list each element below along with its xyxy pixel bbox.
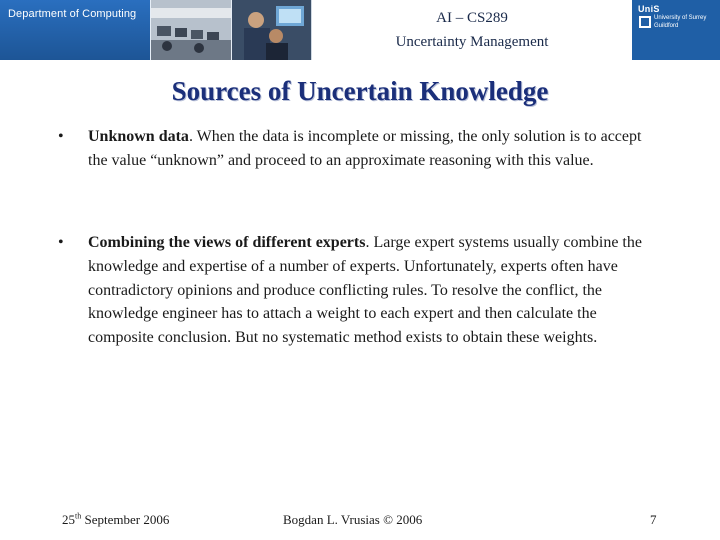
bullet-term: Unknown data xyxy=(88,128,189,145)
footer-date-suffix: th xyxy=(75,511,82,521)
computer-lab-photo-icon xyxy=(151,0,231,60)
course-subject: Uncertainty Management xyxy=(395,34,549,50)
slide-title: Sources of Uncertain Knowledge xyxy=(171,76,549,106)
bullet-marker: • xyxy=(58,128,64,145)
footer-author: Bogdan L. Vrusias © 2006 xyxy=(283,512,423,527)
logo-text-city: Guildford xyxy=(654,23,679,29)
department-label: Department of Computing xyxy=(8,8,137,20)
bullet-text xyxy=(88,231,658,350)
header-band xyxy=(0,0,720,60)
header-photo-students xyxy=(231,0,312,60)
course-code: AI – CS289 xyxy=(436,10,508,26)
header-photo-lab xyxy=(150,0,231,60)
bullet-marker: • xyxy=(58,234,64,251)
logo-mark: UniS xyxy=(638,4,660,14)
department-banner xyxy=(0,0,150,60)
university-logo xyxy=(632,0,720,60)
footer-date xyxy=(62,512,169,528)
bullet-item xyxy=(58,125,658,197)
footer-date-day: 25 xyxy=(62,512,75,527)
bullet-text xyxy=(88,125,658,173)
course-title-box xyxy=(311,0,633,60)
bullet-term: Combining the views of different experts xyxy=(88,234,366,251)
logo-text xyxy=(654,14,716,30)
footer-date-rest: September 2006 xyxy=(81,512,170,527)
page-number: 7 xyxy=(650,512,657,527)
students-photo-icon xyxy=(232,0,312,60)
bullet-body: . Large expert systems usually combine the knowledge and expertise of a number of experts. Unfortunately, experts often have contradictory opinions and produce conflicting rules. To resolve the conflict, the knowledge engineer has to attach a weight to each expert and then calculate the composite conclusion. But no systematic method exists to obtain these weights. xyxy=(88,234,642,347)
bullet-body: . When the data is incomplete or missing, the only solution is to accept the value “unknown” and proceed to an approximate reasoning with this value. xyxy=(88,128,642,169)
logo-text-university: University of Surrey xyxy=(654,15,707,21)
bullet-item xyxy=(58,231,658,375)
crest-icon xyxy=(638,15,652,29)
